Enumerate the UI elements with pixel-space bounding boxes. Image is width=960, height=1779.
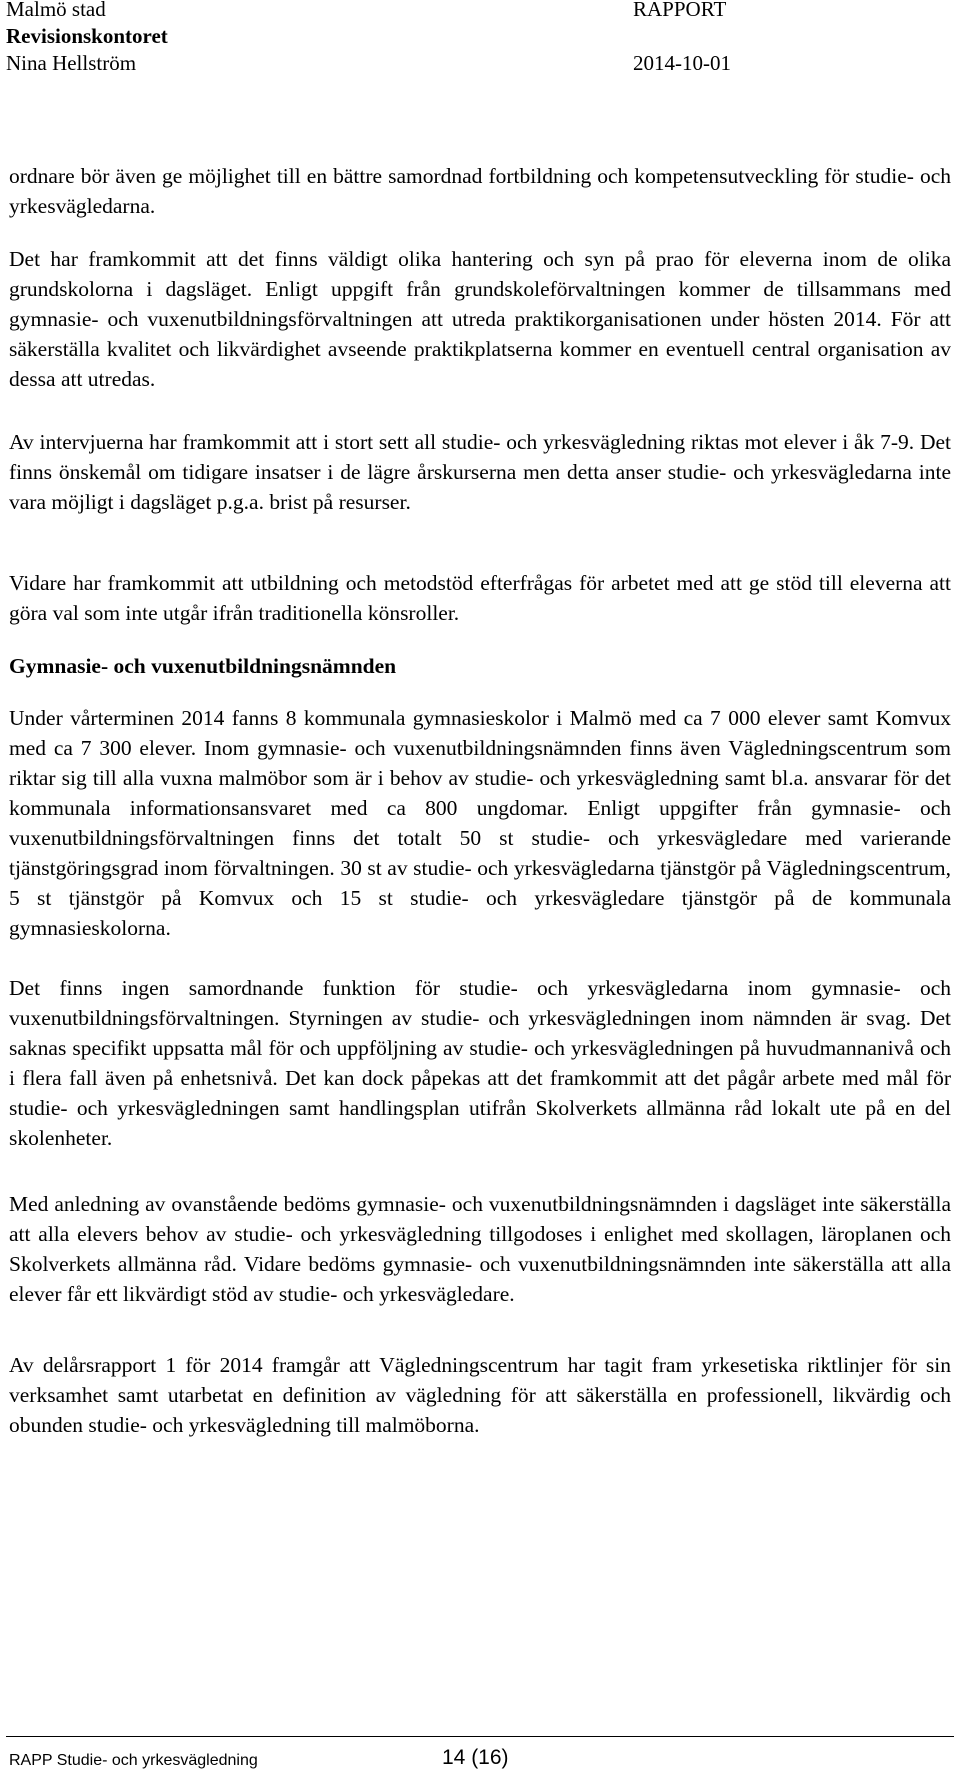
paragraph: ordnare bör även ge möjlighet till en bättre samordnad fortbildning och kompetensutveckling för studie- och yrkesvägledarna. bbox=[9, 164, 951, 218]
footer-doc-name: RAPP Studie- och yrkesvägledning bbox=[9, 1752, 258, 1769]
header-department: Revisionskontoret bbox=[6, 24, 168, 48]
header-doc-type: RAPPORT bbox=[633, 0, 727, 21]
footer-divider bbox=[6, 1736, 954, 1737]
paragraph: Det har framkommit att det finns väldigt olika hantering och syn på prao för eleverna inom de olika grundskolorna i dagsläget. Enligt uppgift från grundskoleförvaltningen kommer de tillsammans med gymnasie- och vuxenutbildningsförvaltningen att utreda praktikorganisationen under hösten 2014. För att säkerställa kvalitet och likvärdighet avseende praktikplatserna kommer en eventuell central organisation av dessa att utredas. bbox=[9, 247, 951, 391]
header-org: Malmö stad bbox=[6, 0, 106, 21]
section-heading: Gymnasie- och vuxenutbildningsnämnden bbox=[9, 654, 397, 678]
paragraph: Av intervjuerna har framkommit att i stort sett all studie- och yrkesvägledning riktas mot elever i åk 7-9. Det finns önskemål om tidigare insatser i de lägre årskurserna men detta anser studie- och yrkesvägledarna inte vara möjligt i dagsläget p.g.a. brist på resurser. bbox=[9, 430, 951, 514]
paragraph: Av delårsrapport 1 för 2014 framgår att Vägledningscentrum har tagit fram yrkesetiska riktlinjer för sin verksamhet samt utarbetat en definition av vägledning för att säkerställa en professionell, likvärdig och obunden studie- och yrkesvägledning till malmöborna. bbox=[9, 1353, 951, 1437]
paragraph: Det finns ingen samordnande funktion för studie- och yrkesvägledarna inom gymnasie- och vuxenutbildningsförvaltningen. Styrningen av studie- och yrkesvägledningen inom nämnden är svag. Det saknas specifikt uppsatta mål för och uppföljning av studie- och yrkesvägledningen på huvudmannanivå och i flera fall även på enhetsnivå. Det kan dock påpekas att det framkommit att det pågår arbete med mål för studie- och yrkesvägledningen samt handlingsplan utifrån Skolverkets allmänna råd lokalt ute på en del skolenheter. bbox=[9, 976, 951, 1150]
paragraph: Med anledning av ovanstående bedöms gymnasie- och vuxenutbildningsnämnden i dagsläget inte säkerställa att alla elevers behov av studie- och yrkesvägledning tillgodoses i enlighet med skollagen, läroplanen och Skolverkets allmänna råd. Vidare bedöms gymnasie- och vuxenutbildningsnämnden inte säkerställa att alla elever får ett likvärdigt stöd av studie- och yrkesvägledare. bbox=[9, 1192, 951, 1306]
header-author: Nina Hellström bbox=[6, 51, 137, 75]
page-number: 14 (16) bbox=[442, 1746, 509, 1769]
header-date: 2014-10-01 bbox=[633, 51, 731, 75]
paragraph: Under vårterminen 2014 fanns 8 kommunala gymnasieskolor i Malmö med ca 7 000 elever samt Komvux med ca 7 300 elever. Inom gymnasie- och vuxenutbildningsnämnden finns även Vägledningscentrum som riktar sig till alla vuxna malmöbor som är i behov av studie- och yrkesvägledning samt bl.a. ansvarar för det kommunala informationsansvaret med ca 800 ungdomar. Enligt uppgifter från gymnasie- och vuxenutbildningsförvaltningen finns det totalt 50 st studie- och yrkesvägledare med varierande tjänstgöringsgrad inom förvaltningen. 30 st av studie- och yrkesvägledarna tjänstgör på Vägledningscentrum, 5 st tjänstgör på Komvux och 15 st studie- och yrkesvägledare tjänstgör på de kommunala gymnasieskolorna. bbox=[9, 706, 951, 940]
paragraph: Vidare har framkommit att utbildning och metodstöd efterfrågas för arbetet med att ge stöd till eleverna att göra val som inte utgår ifrån traditionella könsroller. bbox=[9, 571, 951, 625]
